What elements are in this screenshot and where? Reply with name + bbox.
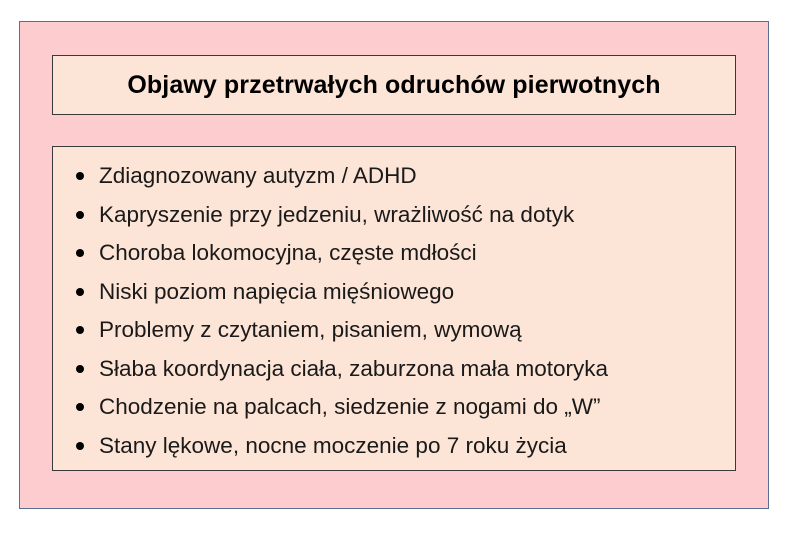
list-item-text: Słaba koordynacja ciała, zaburzona mała motoryka <box>99 355 609 381</box>
list-item-text: Stany lękowe, nocne moczenie po 7 roku życia <box>99 432 567 458</box>
list-item-text: Choroba lokomocyjna, częste mdłości <box>99 240 477 266</box>
list-item <box>53 234 735 273</box>
bullet-icon <box>76 211 84 219</box>
bullet-icon <box>76 172 84 180</box>
list-item <box>53 427 735 466</box>
list-item <box>53 350 735 389</box>
list-item <box>53 311 735 350</box>
bullet-icon <box>76 288 84 296</box>
list-item <box>53 273 735 312</box>
title-box <box>52 55 736 115</box>
list-item <box>53 388 735 427</box>
symptom-list-box <box>52 146 736 471</box>
bullet-icon <box>76 326 84 334</box>
list-item-text: Zdiagnozowany autyzm / ADHD <box>99 163 417 189</box>
list-item-text: Problemy z czytaniem, pisaniem, wymową <box>99 317 522 343</box>
bullet-icon <box>76 442 84 450</box>
list-item-text: Niski poziom napięcia mięśniowego <box>99 278 455 304</box>
bullet-icon <box>76 403 84 411</box>
list-item <box>53 196 735 235</box>
list-item-text: Chodzenie na palcach, siedzenie z nogami do „W” <box>99 394 601 420</box>
list-item-text: Kapryszenie przy jedzeniu, wrażliwość na dotyk <box>99 201 575 227</box>
symptom-list <box>53 157 735 465</box>
bullet-icon <box>76 249 84 257</box>
bullet-icon <box>76 365 84 373</box>
page-title: Objawy przetrwałych odruchów pierwotnych <box>127 70 661 99</box>
list-item <box>53 157 735 196</box>
